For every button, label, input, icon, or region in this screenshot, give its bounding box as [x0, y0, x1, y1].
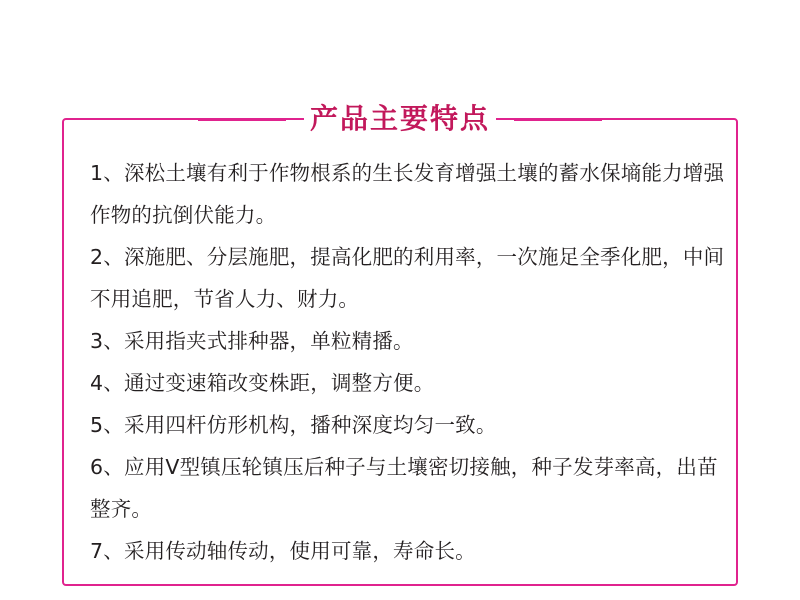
title-rule-left	[198, 118, 286, 121]
list-item: 7、采用传动轴传动，使用可靠，寿命长。	[90, 539, 476, 563]
title-rule-right	[514, 118, 602, 121]
slide-title-row	[62, 96, 738, 142]
page-title: 产品主要特点	[304, 105, 496, 133]
list-item: 6、应用V型镇压轮镇压后种子与土壤密切接触，种子发芽率高，出苗整齐。	[90, 455, 718, 521]
list-item: 5、采用四杆仿形机构，播种深度均匀一致。	[90, 413, 497, 437]
list-item: 3、采用指夹式排种器，单粒精播。	[90, 329, 414, 353]
list-item: 2、深施肥、分层施肥，提高化肥的利用率，一次施足全季化肥，中间不用追肥，节省人力、财力。	[90, 245, 725, 311]
feature-list	[90, 152, 730, 572]
list-item: 1、深松土壤有利于作物根系的生长发育增强土壤的蓄水保墒能力增强作物的抗倒伏能力。	[90, 161, 725, 227]
list-item: 4、通过变速箱改变株距，调整方便。	[90, 371, 435, 395]
